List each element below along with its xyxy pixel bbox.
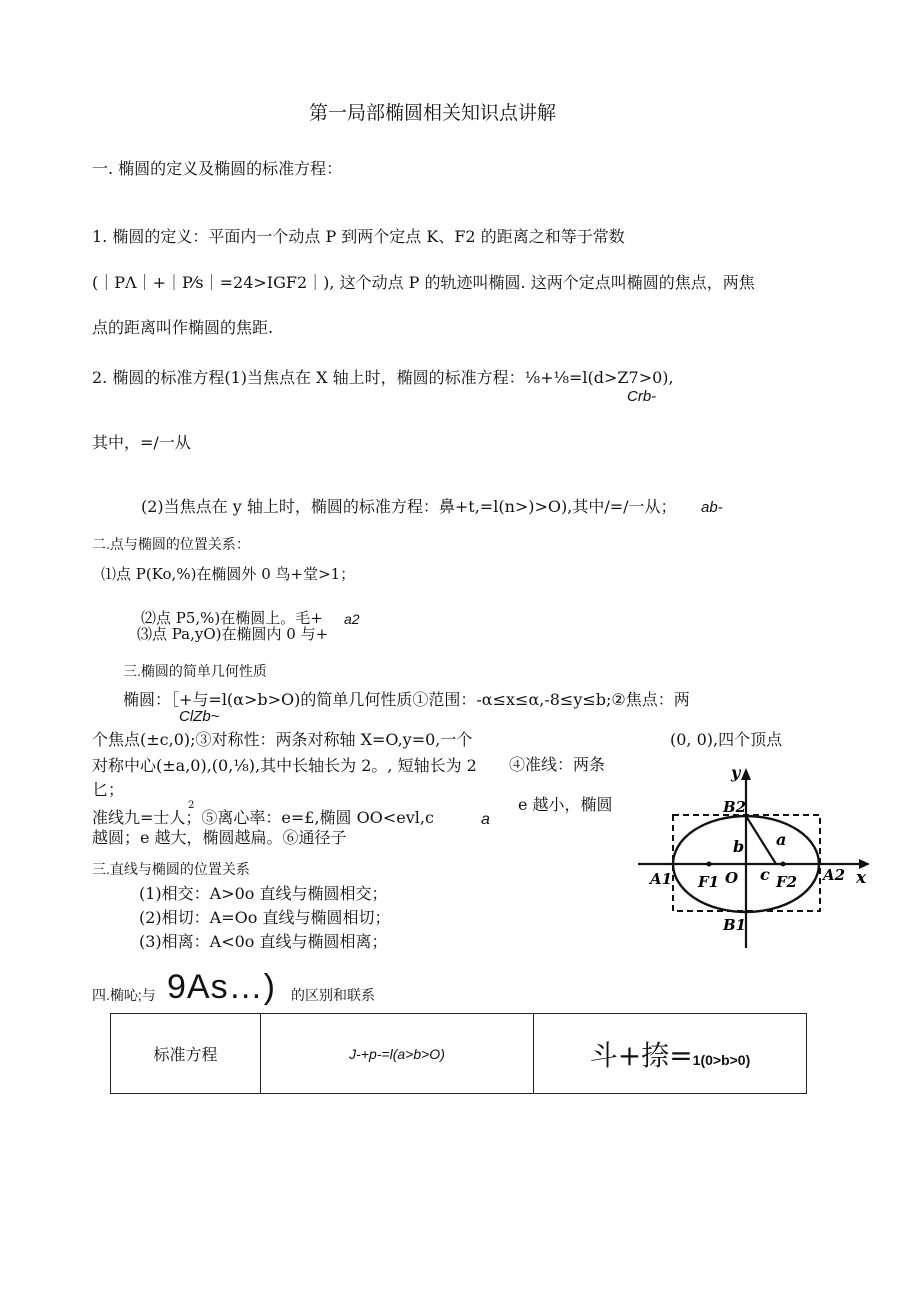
- table-cell-equation-2: [534, 1014, 807, 1094]
- geometry-line-3: 对称中心(±a,0),(0,⅛),其中长轴长为 2。, 短轴长为 2: [92, 756, 477, 775]
- definition-line-3: 点的距离叫作椭圆的焦距.: [92, 318, 274, 337]
- geometry-line-2: 个焦点(±c,0);③对称性：两条对称轴 X=O,y=0,一个: [92, 730, 473, 749]
- label-y: y: [731, 763, 741, 782]
- geometry-line-5-a: a: [481, 811, 490, 828]
- label-b2: B2: [723, 798, 747, 816]
- geometry-line-1-sub: ClZb~: [179, 708, 220, 725]
- section5-heading-big: 9As…): [167, 968, 276, 1006]
- geometry-line-6: 越圆；e 越大，椭圆越扁。⑥通径子: [92, 828, 347, 847]
- label-b: b: [733, 837, 745, 856]
- table-equation-2-small: 1(0>b>0): [692, 1051, 751, 1068]
- table-equation-2-big: 斗+捺=: [589, 1038, 693, 1072]
- label-x: x: [856, 868, 867, 888]
- point-position-item-2: ⑵点 P5,%)在椭圆上。毛+: [141, 609, 323, 627]
- geometry-line-5: 准线九=士人；⑤离心率：e=£,椭圆 OO<evl,c: [92, 808, 434, 827]
- comparison-table: [110, 1013, 807, 1094]
- section5-heading-post: 的区别和联系: [291, 987, 375, 1003]
- focus-f2: [781, 862, 786, 867]
- geometry-line-5-right: e 越小，椭圆: [518, 795, 613, 814]
- geometry-line-4: 匕；: [92, 780, 125, 799]
- standard-equation-line-3-tail: ab-: [701, 499, 723, 516]
- point-position-item-2-tail: a2: [344, 611, 360, 627]
- geometry-line-5-sup: 2: [188, 800, 195, 811]
- label-origin: O: [725, 869, 739, 887]
- point-position-item-1: ⑴点 P(Ko,%)在椭圆外 0 鸟+堂>1；: [101, 565, 356, 583]
- geometry-line-3-right: ④准线：两条: [509, 755, 606, 774]
- section2-heading: 二.点与椭圆的位置关系：: [92, 536, 250, 552]
- y-axis-arrow: [741, 768, 751, 780]
- standard-equation-subscript: Crb-: [627, 388, 657, 405]
- table-cell-equation-1: [261, 1014, 534, 1094]
- label-a2: A2: [823, 866, 846, 884]
- label-b1: B1: [723, 916, 747, 934]
- table-cell-label: [111, 1014, 261, 1094]
- line-ellipse-item-3: (3)相离：A<0o 直线与椭圆相离；: [139, 932, 388, 951]
- section1-heading: 一. 椭圆的定义及椭圆的标准方程：: [92, 159, 343, 178]
- standard-equation-line-1: 2. 椭圆的标准方程(1)当焦点在 X 轴上时，椭圆的标准方程：⅛+⅛=l(d>Z7>0),: [92, 368, 674, 387]
- label-c: c: [760, 865, 770, 884]
- focus-f1: [707, 862, 712, 867]
- line-ellipse-item-1: (1)相交：A>0o 直线与椭圆相交；: [139, 884, 388, 903]
- definition-line-2: (｜PΛ｜+｜P⁄s｜=24>IGF2｜), 这个动点 P 的轨迹叫椭圆. 这两个定点叫椭圆的焦点，两焦: [92, 273, 755, 292]
- ellipse-diagram: [630, 760, 875, 955]
- standard-equation-line-2: 其中，=/一从: [92, 433, 191, 452]
- section3-heading: 三.椭圆的简单几何性质: [123, 663, 267, 679]
- table-equation-1: J-+p-=l(a>b>O): [349, 1046, 445, 1062]
- label-a: a: [776, 830, 787, 849]
- definition-line-1: 1. 椭圆的定义：平面内一个动点 P 到两个定点 K、F2 的距离之和等于常数: [92, 227, 625, 246]
- line-ellipse-item-2: (2)相切：A=Oo 直线与椭圆相切；: [139, 908, 391, 927]
- standard-equation-line-3: (2)当焦点在 y 轴上时，椭圆的标准方程：鼻+t,=l(n>)>O),其中/=/一从；: [141, 497, 677, 516]
- section5-heading-pre: 四.椭吣;与: [92, 987, 156, 1003]
- point-position-item-3: ⑶点 Pa,yO)在椭圆内 0 与+: [137, 625, 329, 643]
- geometry-line-1: 椭圆：［+与=l(α>b>O)的简单几何性质①范围：-α≤x≤α,-8≤y≤b;②焦点：两: [123, 690, 690, 709]
- section4-heading: 三.直线与椭圆的位置关系: [92, 861, 250, 877]
- table-label-text: 标准方程: [153, 1045, 218, 1064]
- label-f2: F2: [776, 873, 798, 891]
- segment-a: [746, 816, 776, 864]
- label-a1: A1: [650, 870, 673, 888]
- label-f1: F1: [698, 873, 720, 891]
- table-row: [111, 1014, 807, 1094]
- geometry-line-2-right: (0, 0),四个顶点: [670, 730, 783, 749]
- page-title: 第一局部椭圆相关知识点讲解: [309, 102, 557, 124]
